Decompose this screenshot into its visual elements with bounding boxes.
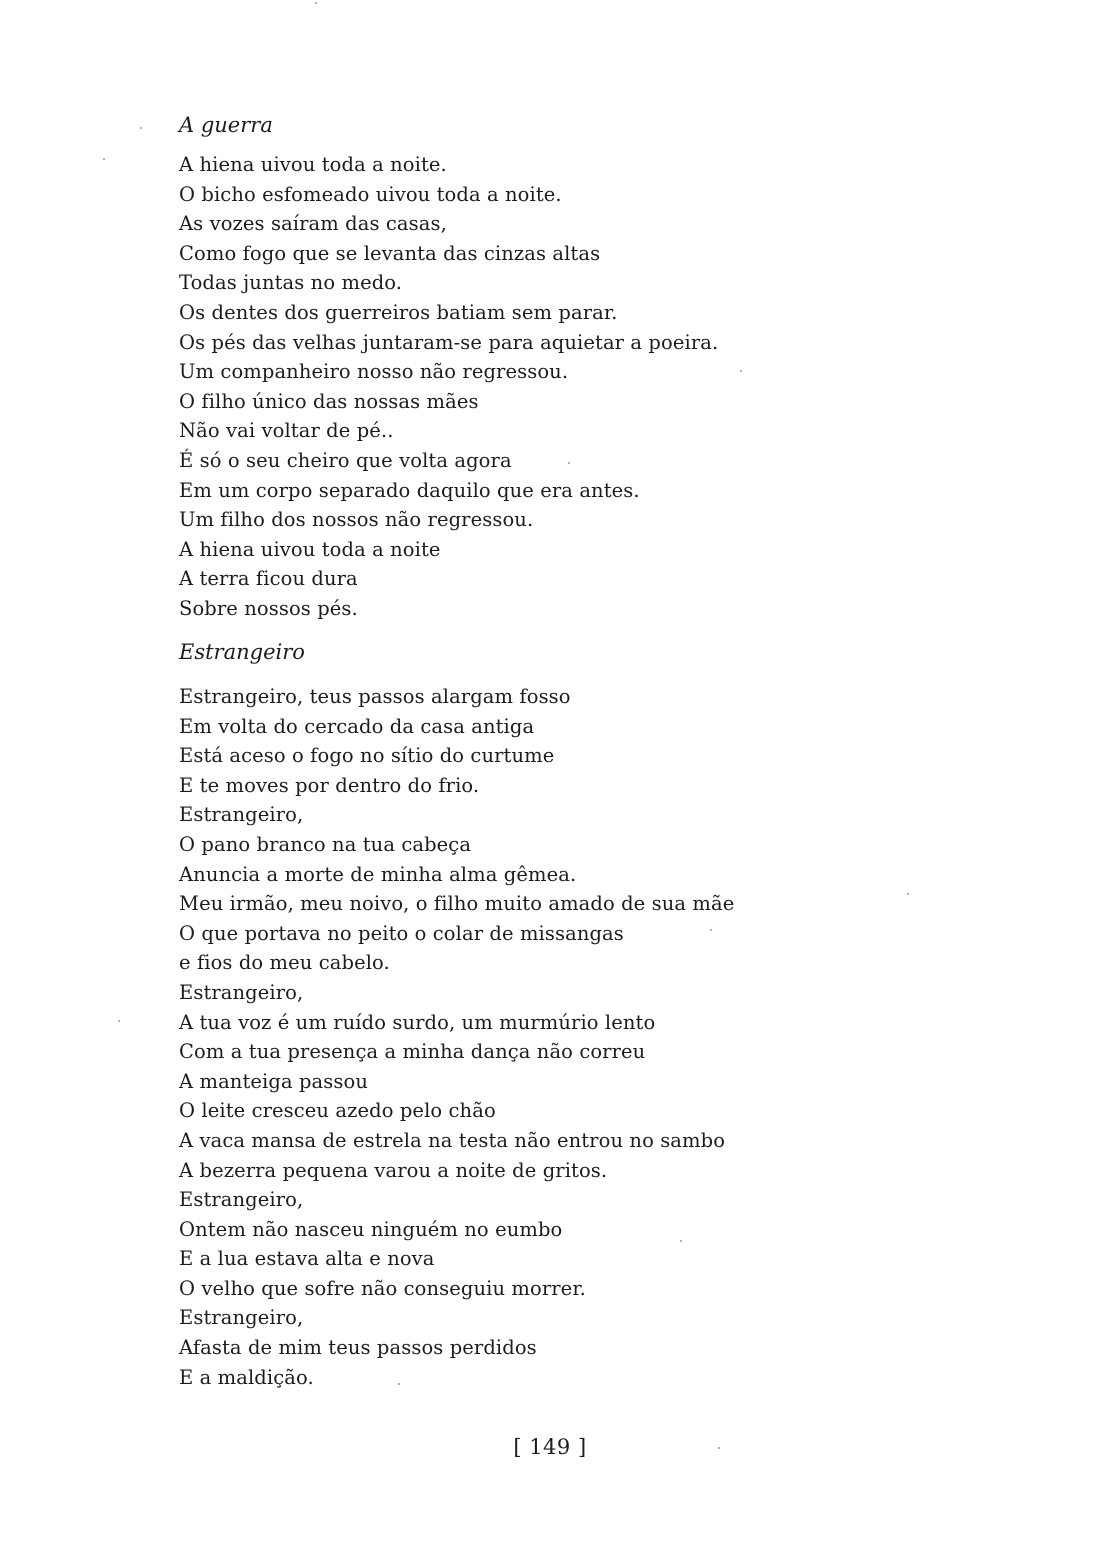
scan-speck — [907, 893, 909, 895]
verse-line: Estrangeiro, — [179, 980, 304, 1004]
poem-estrangeiro — [179, 637, 879, 1392]
verse-line: Os dentes dos guerreiros batiam sem parar. — [179, 300, 618, 324]
verse-line: A hiena uivou toda a noite. — [179, 153, 447, 176]
verse-line: e fios do meu cabelo. — [179, 951, 390, 975]
verse-line: Com a tua presença a minha dança não correu — [179, 1040, 646, 1064]
verse-line: E a lua estava alta e nova — [179, 1247, 435, 1271]
verse-line: E a maldição. — [179, 1365, 314, 1389]
verse-line: Um companheiro nosso não regressou. — [179, 360, 569, 384]
verse-line: Os pés das velhas juntaram-se para aquietar a poeira. — [179, 330, 719, 354]
verse-line: Estrangeiro, teus passos alargam fosso — [179, 685, 571, 708]
verse-line: Como fogo que se levanta das cinzas altas — [179, 241, 601, 265]
scan-speck — [140, 127, 142, 129]
verse-line: O leite cresceu azedo pelo chão — [179, 1099, 496, 1123]
verse-line: O que portava no peito o colar de missangas — [179, 921, 624, 945]
verse-line: O bicho esfomeado uivou toda a noite. — [179, 182, 562, 206]
verse-line: Todas juntas no medo. — [179, 271, 403, 295]
verse-line: Em um corpo separado daquilo que era antes. — [179, 478, 640, 502]
verse-line: A tua voz é um ruído surdo, um murmúrio lento — [179, 1010, 656, 1034]
scan-speck — [118, 1020, 120, 1022]
verse-line: E te moves por dentro do frio. — [179, 773, 480, 797]
verse-line: A hiena uivou toda a noite — [179, 537, 441, 561]
verse-line: A bezerra pequena varou a noite de gritos. — [179, 1158, 608, 1182]
verse-line: Está aceso o fogo no sítio do curtume — [179, 744, 555, 768]
verse-line: Estrangeiro, — [179, 803, 304, 827]
verse-line: A vaca mansa de estrela na testa não entrou no sambo — [179, 1128, 726, 1152]
verse-line: A terra ficou dura — [179, 567, 358, 591]
verse-line: As vozes saíram das casas, — [179, 212, 447, 236]
verse-line: Em volta do cercado da casa antiga — [179, 714, 535, 738]
page-number: [ 149 ] — [513, 1435, 587, 1459]
verse-line: Afasta de mim teus passos perdidos — [179, 1336, 537, 1360]
verse-line: O velho que sofre não conseguiu morrer. — [179, 1276, 586, 1300]
verse-line: O pano branco na tua cabeça — [179, 832, 472, 856]
verse-line: Anuncia a morte de minha alma gêmea. — [179, 862, 577, 886]
verse-line: A manteiga passou — [179, 1069, 368, 1093]
verse-line: Estrangeiro, — [179, 1306, 304, 1330]
verse-list — [179, 150, 879, 624]
verse-line: Ontem não nasceu ninguém no eumbo — [179, 1217, 563, 1241]
poem-a-guerra — [179, 110, 879, 624]
verse-line: Não vai voltar de pé.. — [179, 419, 394, 443]
verse-line: É só o seu cheiro que volta agora — [179, 448, 512, 472]
scan-speck — [315, 2, 317, 4]
verse-list — [179, 682, 879, 1392]
verse-line: Meu irmão, meu noivo, o filho muito amado de sua mãe — [179, 892, 735, 916]
scan-speck — [103, 158, 105, 160]
poem-title: Estrangeiro — [179, 640, 305, 664]
verse-line: Um filho dos nossos não regressou. — [179, 508, 534, 532]
verse-line: Sobre nossos pés. — [179, 596, 358, 620]
verse-line: Estrangeiro, — [179, 1188, 304, 1212]
poem-title: A guerra — [179, 113, 273, 137]
verse-line: O filho único das nossas mães — [179, 389, 479, 413]
